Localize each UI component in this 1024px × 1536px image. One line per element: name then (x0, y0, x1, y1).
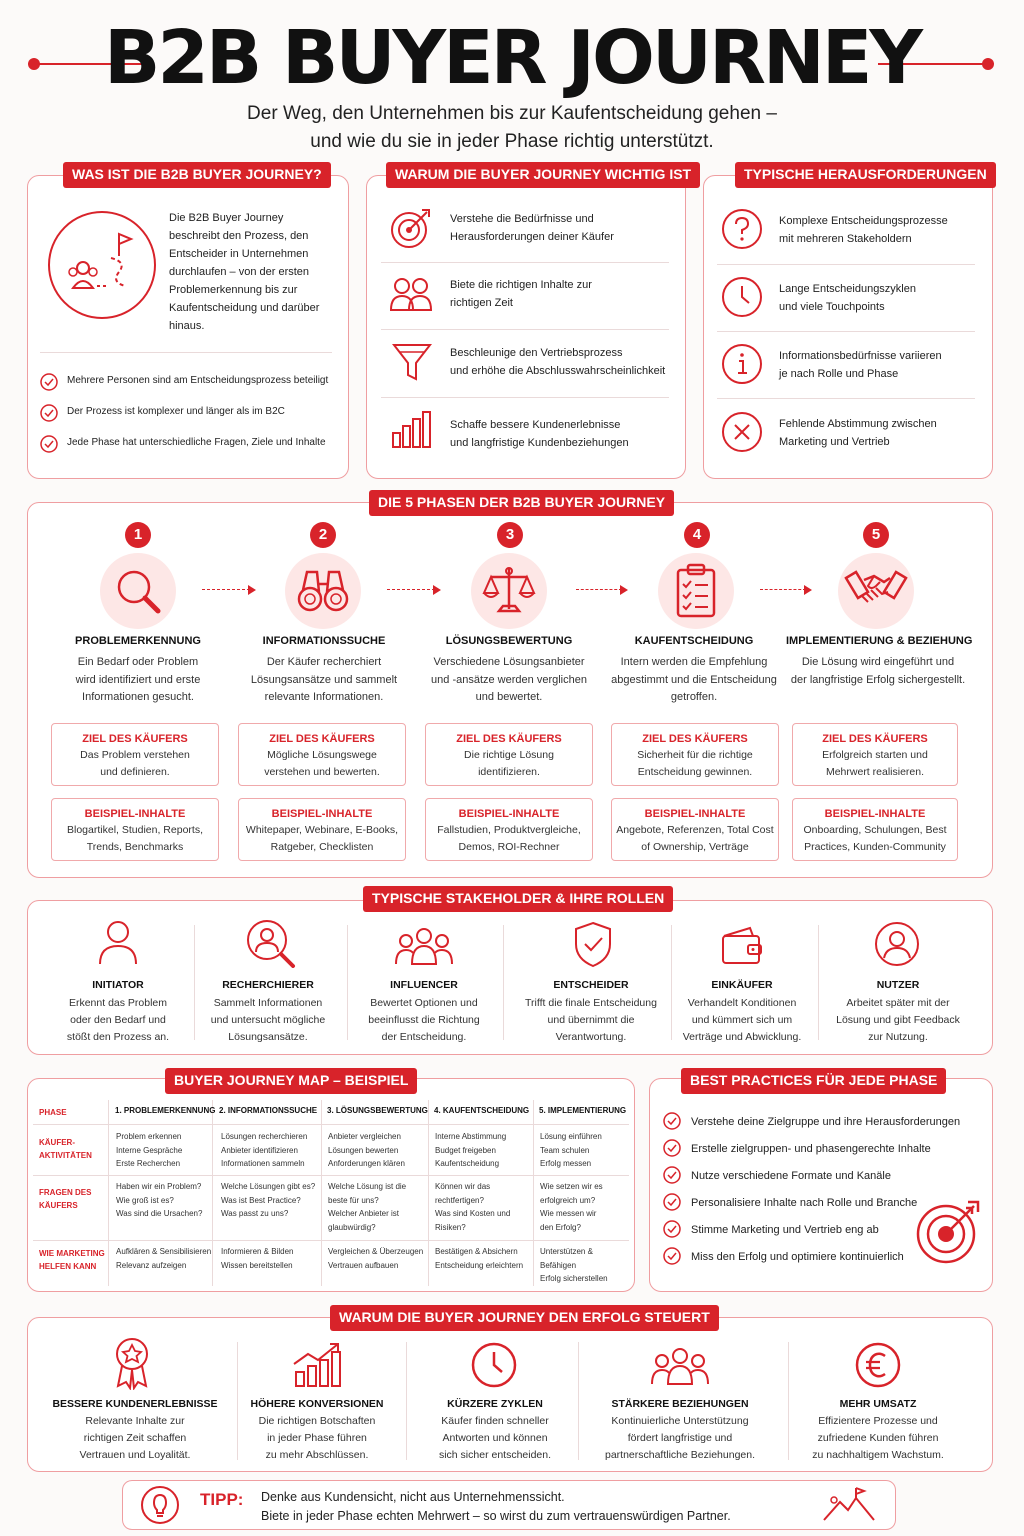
phase-content-box (238, 798, 406, 861)
check-icon (663, 1112, 681, 1130)
content-label: BEISPIEL-INHALTE (84, 808, 186, 820)
check-icon (663, 1247, 681, 1265)
phase-number: 2 (310, 522, 336, 548)
map-cell: Welche Lösung ist die beste für uns? Welcher Anbieter ist glaubwürdig? (328, 1182, 407, 1232)
content-text: Fallstudien, Produktvergleiche, Demos, ROI-Rechner (437, 824, 581, 853)
best-practice-item: Personalisiere Inhalte nach Rolle und Branche (691, 1197, 918, 1209)
map-column-header: 2. INFORMATIONSSUCHE (219, 1106, 318, 1115)
x-icon (721, 411, 763, 453)
stakeholder-title: ENTSCHEIDER (553, 979, 629, 991)
divider (33, 1124, 629, 1125)
content-label: BEISPIEL-INHALTE (458, 808, 560, 820)
challenge-text: Lange Entscheidungszyklen und viele Touchpoints (779, 283, 916, 313)
phase-title: IMPLEMENTIERUNG & BEZIEHUNG (786, 635, 973, 647)
phase-content-box (792, 798, 958, 861)
success-title: HÖHERE KONVERSIONEN (250, 1398, 384, 1410)
best-practice-item: Miss den Erfolg und optimiere kontinuierlich (691, 1251, 904, 1263)
phase-arrow (387, 589, 435, 590)
page-title: B2B BUYER JOURNEY (103, 15, 920, 101)
stakeholder-description: Bewertet Optionen und beeinflusst die Richtung der Entscheidung. (368, 997, 480, 1043)
arrow-head-icon (248, 585, 256, 595)
stakeholder-title: EINKÄUFER (711, 979, 773, 991)
mountain-flag-icon (822, 1486, 876, 1524)
people-icon (389, 274, 433, 314)
map-table (33, 1100, 629, 1286)
journey-icon (47, 210, 157, 320)
map-row-label: WIE MARKETING HELFEN KANN (39, 1249, 105, 1271)
stakeholder-description: Verhandelt Konditionen und kümmert sich um Verträge und Abwicklung. (682, 997, 802, 1043)
challenge-text: Fehlende Abstimmung zwischen Marketing und Vertrieb (779, 418, 937, 448)
success-description: Käufer finden schneller Antworten und können sich sicher entscheiden. (438, 1415, 552, 1461)
divider (381, 329, 669, 330)
person-icon (96, 918, 140, 966)
map-cell: Bestätigen & Absichern Entscheidung erleichtern (435, 1247, 524, 1270)
challenge-text: Komplexe Entscheidungsprozesse mit mehreren Stakeholdern (779, 215, 948, 245)
check-icon (663, 1166, 681, 1184)
growth-chart-icon (292, 1340, 344, 1388)
phase-content-box (425, 798, 593, 861)
divider (321, 1100, 322, 1286)
clipboard-icon (670, 562, 722, 620)
phase-title: KAUFENTSCHEIDUNG (634, 635, 754, 647)
content-text: Blogartikel, Studien, Reports, Trends, Benchmarks (67, 824, 203, 853)
arrow-head-icon (620, 585, 628, 595)
map-cell: Lösung einführen Team schulen Erfolg messen (540, 1132, 602, 1168)
binoculars-icon (295, 566, 351, 616)
award-icon (112, 1336, 152, 1390)
clock-icon (470, 1341, 518, 1389)
map-column-header: 3. LÖSUNGSBEWERTUNG (327, 1106, 428, 1115)
magnifier-icon (110, 563, 166, 619)
phase-goal-box (51, 723, 219, 786)
map-cell: Welche Lösungen gibt es? Was ist Best Practice? Was passt zu uns? (221, 1182, 316, 1218)
best-practice-item: Stimme Marketing und Vertrieb eng ab (691, 1224, 879, 1236)
divider (33, 1240, 629, 1241)
group-icon (651, 1346, 709, 1386)
phase-arrow (202, 589, 250, 590)
divider (33, 1175, 629, 1176)
divider (108, 1100, 109, 1286)
divider (503, 925, 504, 1040)
divider (533, 1100, 534, 1286)
phase-description: Ein Bedarf oder Problem wird identifiziert und erste Informationen gesucht. (75, 656, 201, 703)
map-cell: Interne Abstimmung Budget freigeben Kaufentscheidung (435, 1132, 507, 1168)
challenges-heading: TYPISCHE HERAUSFORDERUNGEN (735, 162, 996, 188)
what-point: Der Prozess ist komplexer und länger als im B2C (67, 406, 285, 417)
divider (717, 331, 975, 332)
stakeholder-description: Sammelt Informationen und untersucht mögliche Lösungsansätze. (210, 997, 326, 1043)
phase-description: Verschiedene Lösungsanbieter und -ansätze werden verglichen und bewertet. (431, 656, 587, 703)
map-cell: Unterstützen & Befähigen Erfolg sicherstellen (540, 1247, 608, 1283)
content-text: Angebote, Referenzen, Total Cost of Ownership, Verträge (616, 824, 774, 853)
map-cell: Haben wir ein Problem? Wie groß ist es? Was sind die Ursachen? (116, 1182, 203, 1218)
shield-check-icon (573, 920, 613, 968)
divider (788, 1342, 789, 1460)
map-cell: Anbieter vergleichen Lösungen bewerten Anforderungen klären (328, 1132, 405, 1168)
success-description: Kontinuierliche Unterstützung fördert langfristige und partnerschaftliche Beziehungen. (604, 1415, 755, 1461)
divider (717, 398, 975, 399)
scale-icon (481, 563, 537, 619)
map-cell: Wie setzen wir es erfolgreich um? Wie messen wir den Erfolg? (540, 1182, 603, 1232)
divider (406, 1342, 407, 1460)
divider (212, 1100, 213, 1286)
stakeholder-description: Erkennt das Problem oder den Bedarf und stößt den Prozess an. (66, 997, 170, 1043)
map-row-label: FRAGEN DES KÄUFERS (39, 1188, 92, 1210)
phase-number: 5 (863, 522, 889, 548)
phase-goal-box (238, 723, 406, 786)
stakeholder-title: INITIATOR (92, 979, 144, 991)
check-icon (40, 373, 58, 391)
challenge-text: Informationsbedürfnisse variieren je nach Rolle und Phase (779, 350, 942, 380)
divider (428, 1100, 429, 1286)
tip-text: Denke aus Kundensicht, nicht aus Unternehmenssicht. Biete in jeder Phase echten Mehrwert – so wirst du zum vertrauenswürdigen Partner. (261, 1490, 731, 1523)
divider (381, 262, 669, 263)
phase-goal-box (792, 723, 958, 786)
content-label: BEISPIEL-INHALTE (644, 808, 746, 820)
map-cell: Lösungen recherchieren Anbieter identifizieren Informationen sammeln (221, 1132, 308, 1168)
map-cell: Informieren & Bilden Wissen bereitstellen (221, 1247, 294, 1270)
page-subtitle: Der Weg, den Unternehmen bis zur Kaufentscheidung gehen – und wie du sie in jeder Phase richtig unterstützt. (247, 103, 777, 152)
goal-text: Das Problem verstehen und definieren. (80, 749, 190, 778)
handshake-icon (844, 568, 908, 614)
map-column-header: 1. PROBLEMERKENNUNG (115, 1106, 216, 1115)
what-heading: WAS IST DIE B2B BUYER JOURNEY? (63, 162, 331, 188)
funnel-icon (392, 341, 432, 383)
info-icon (721, 343, 763, 385)
lightbulb-icon (140, 1483, 180, 1527)
tip-label: TIPP: (200, 1490, 244, 1509)
success-title: BESSERE KUNDENERLEBNISSE (52, 1398, 218, 1410)
success-heading: WARUM DIE BUYER JOURNEY DEN ERFOLG STEUERT (330, 1305, 719, 1331)
phase-content-box (611, 798, 779, 861)
phase-number: 1 (125, 522, 151, 548)
check-icon (40, 404, 58, 422)
map-row-label: KÄUFER- AKTIVITÄTEN (39, 1138, 92, 1160)
target-arrow-icon (914, 1196, 984, 1266)
map-phase-label: PHASE (39, 1108, 67, 1117)
phase-arrow (576, 589, 622, 590)
clock-icon (721, 276, 763, 318)
phase-number: 3 (497, 522, 523, 548)
arrow-head-icon (804, 585, 812, 595)
phase-content-box (51, 798, 219, 861)
why-heading: WARUM DIE BUYER JOURNEY WICHTIG IST (386, 162, 700, 188)
check-icon (663, 1139, 681, 1157)
stakeholder-title: RECHERCHIERER (222, 979, 314, 991)
what-point: Jede Phase hat unterschiedliche Fragen, Ziele und Inhalte (67, 437, 326, 448)
divider (40, 352, 332, 353)
goal-text: Sicherheit für die richtige Entscheidung gewinnen. (637, 749, 753, 778)
phase-title: INFORMATIONSSUCHE (262, 635, 386, 647)
what-point: Mehrere Personen sind am Entscheidungsprozess beteiligt (67, 375, 329, 386)
stakeholder-title: NUTZER (876, 979, 920, 991)
success-title: KÜRZERE ZYKLEN (447, 1398, 543, 1410)
phase-title: LÖSUNGSBEWERTUNG (445, 635, 573, 647)
check-icon (663, 1193, 681, 1211)
check-icon (663, 1220, 681, 1238)
content-text: Whitepaper, Webinare, E-Books, Ratgeber, Checklisten (245, 824, 399, 853)
success-title: MEHR UMSATZ (839, 1398, 917, 1410)
success-description: Effizientere Prozesse und zufriedene Kunden führen zu nachhaltigem Wachstum. (812, 1415, 944, 1461)
why-item-text: Schaffe bessere Kundenerlebnisse und langfristige Kundenbeziehungen (450, 419, 629, 449)
euro-icon (854, 1341, 902, 1389)
phase-description: Intern werden die Empfehlung abgestimmt und die Entscheidung getroffen. (611, 656, 777, 703)
stakeholder-title: INFLUENCER (390, 979, 458, 991)
divider (717, 264, 975, 265)
success-title: STÄRKERE BEZIEHUNGEN (611, 1398, 749, 1410)
best-practices-heading: BEST PRACTICES FÜR JEDE PHASE (681, 1068, 946, 1094)
stakeholder-description: Trifft die finale Entscheidung und übernimmt die Verantwortung. (525, 997, 657, 1043)
phase-title: PROBLEMERKENNUNG (75, 635, 201, 647)
phase-goal-box (425, 723, 593, 786)
why-item-text: Beschleunige den Vertriebsprozess und erhöhe die Abschlusswahrscheinlichkeit (450, 347, 666, 377)
why-item-text: Biete die richtigen Inhalte zur richtigen Zeit (450, 279, 592, 309)
phase-description: Die Lösung wird eingeführt und der langfristige Erfolg sichergestellt. (790, 656, 966, 686)
target-icon (389, 206, 433, 250)
content-text: Onboarding, Schulungen, Best Practices, Kunden-Community (803, 824, 947, 853)
goal-text: Mögliche Lösungswege verstehen und bewerten. (264, 749, 380, 778)
check-icon (40, 435, 58, 453)
best-practice-item: Nutze verschiedene Formate und Kanäle (691, 1170, 891, 1182)
goal-text: Erfolgreich starten und Mehrwert realisieren. (822, 749, 928, 778)
group-icon (395, 926, 453, 966)
map-cell: Können wir das rechtfertigen? Was sind Kosten und Risiken? (435, 1182, 511, 1232)
divider (381, 397, 669, 398)
goal-label: ZIEL DES KÄUFERS (269, 733, 375, 745)
phase-goal-box (611, 723, 779, 786)
content-label: BEISPIEL-INHALTE (824, 808, 926, 820)
map-column-header: 5. IMPLEMENTIERUNG (539, 1106, 627, 1115)
goal-label: ZIEL DES KÄUFERS (456, 733, 562, 745)
goal-label: ZIEL DES KÄUFERS (822, 733, 928, 745)
content-label: BEISPIEL-INHALTE (271, 808, 373, 820)
goal-text: Die richtige Lösung identifizieren. (464, 749, 554, 778)
arrow-head-icon (433, 585, 441, 595)
bar-chart-icon (390, 409, 432, 449)
phase-description: Der Käufer recherchiert Lösungsansätze und sammelt relevante Informationen. (250, 656, 398, 703)
best-practice-item: Verstehe deine Zielgruppe und ihre Herausforderungen (691, 1116, 961, 1128)
best-practice-item: Erstelle zielgruppen- und phasengerechte Inhalte (691, 1143, 931, 1155)
phase-arrow (760, 589, 806, 590)
map-column-header: 4. KAUFENTSCHEIDUNG (434, 1106, 530, 1115)
phase-number: 4 (684, 522, 710, 548)
stakeholder-description: Arbeitet später mit der Lösung und gibt Feedback zur Nutzung. (836, 997, 960, 1043)
map-cell: Vergleichen & Überzeugen Vertrauen aufbauen (328, 1247, 424, 1270)
question-icon (721, 208, 763, 250)
why-item-text: Verstehe die Bedürfnisse und Herausforderungen deiner Käufer (450, 213, 614, 243)
success-description: Die richtigen Botschaften in jeder Phase führen zu mehr Abschlüssen. (258, 1415, 376, 1461)
map-cell: Problem erkennen Interne Gespräche Erste Recherchen (116, 1132, 183, 1168)
success-description: Relevante Inhalte zur richtigen Zeit schaffen Vertrauen und Loyalität. (79, 1415, 191, 1461)
phases-heading: DIE 5 PHASEN DER B2B BUYER JOURNEY (369, 490, 674, 516)
map-cell: Aufklären & Sensibilisieren Relevanz aufzeigen (116, 1247, 212, 1270)
user-circle-icon (873, 920, 921, 968)
goal-label: ZIEL DES KÄUFERS (642, 733, 748, 745)
person-search-icon (245, 918, 297, 968)
goal-label: ZIEL DES KÄUFERS (82, 733, 188, 745)
wallet-icon (720, 924, 764, 966)
what-text: Die B2B Buyer Journey beschreibt den Prozess, den Entscheider in Unternehmen durchlaufen – von der ersten Problemerkennung bis zur Kaufentscheidung und darüber hinaus. (169, 212, 320, 332)
stakeholders-heading: TYPISCHE STAKEHOLDER & IHRE ROLLEN (363, 886, 673, 912)
map-heading: BUYER JOURNEY MAP – BEISPIEL (165, 1068, 417, 1094)
